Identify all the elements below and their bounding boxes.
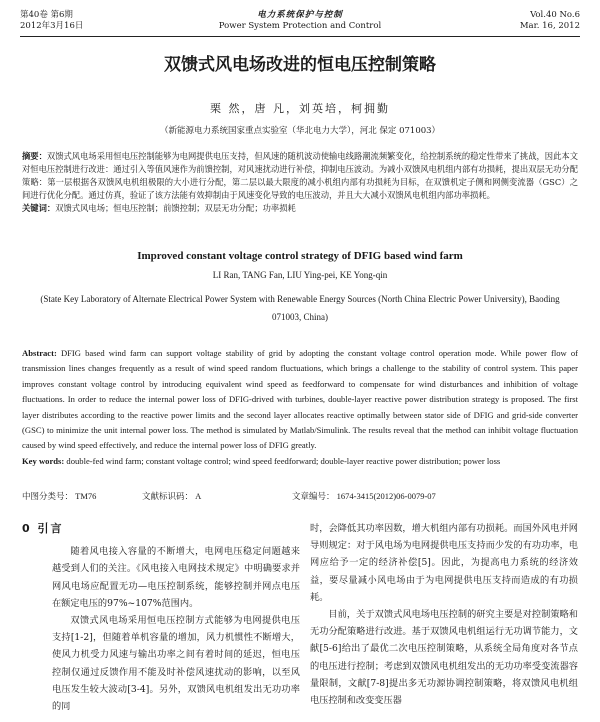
publish-date-en: Mar. 16, 2012 — [519, 21, 580, 31]
body-column-left — [22, 520, 300, 715]
cn-abstract-text: 双馈式风电场采用恒电压控制能够为电网提供电压支持，但风速的随机波动使输电线路潮流频繁变化，给控制系统的稳定性带来了挑战，因此本文对恒电压控制进行改进：通过引入等值风速作为前馈控制，对风速扰动进行补偿，抑制电压波动。为减小双馈风电机组内部有功损耗，提出双层无功分配策略：第一层根据各双馈风电机组极限的大小进行分配，第二层以最大限度的减小机组内部有功损耗为目标，在双馈机定子侧和网侧变流器（GSC）之间进行优化分配。通过仿真，验证了该方法能有效抑制由于风速变化导致的电压波动，并且大大减小双馈风电机组内部功率损耗。 — [22, 151, 578, 200]
cn-keywords: 双馈式风电场；恒电压控制；前馈控制；双层无功分配；功率损耗 — [55, 203, 296, 213]
body-column-right — [310, 520, 578, 709]
paper-title: 双馈式风电场改进的恒电压控制策略 — [164, 55, 436, 75]
header-rule — [20, 36, 580, 37]
volume-issue: 第40卷 第6期 — [20, 10, 73, 20]
intro-paragraph-1: 随着风电接入容量的不断增大，电网电压稳定问题越来越受到人们的关注。《风电接入电网技术规定》中明确要求并网风电场应配置无功—电压控制系统，能够控制并网点电压在额定电压的97%~107%范围内。 — [52, 546, 300, 609]
en-keywords-label: Key words: — [22, 455, 65, 466]
publish-date-cn: 2012年3月16日 — [20, 21, 84, 31]
affiliation: （新能源电力系统国家重点实验室（华北电力大学），河北 保定 071003） — [159, 126, 441, 136]
en-title: Improved constant voltage control strategy of DFIG based wind farm — [137, 250, 463, 262]
en-abstract-text: DFIG based wind farm can support voltage stability of grid by adopting the constant voltage control operation mode. While power flow of transmission lines changes frequently as a result of wind speed random fluctuations, which brings a challenge to the stability of control system. This paper improves constant voltage control by introducing equivalent wind speed as feedforward to compensate for wind disturbances and inhibition of voltage fluctuations. In order to reduce the internal power loss of DFIG-drived with turbines, double-layer reactive power distribution strategy is proposed. The first layer distributes according to the reactive power limits and the second layer allocates reactive optimally between stator side of DFIG and grid-side converter (GSC) to minimize the unit internal power loss. The method is simulated by Matlab/Simulink. The results reveal that the method can inhibit voltage fluctuation caused by wind speed effectively, and reduce the internal power loss of DFIG greatly. — [22, 348, 578, 451]
volume-en: Vol.40 No.6 — [530, 10, 580, 20]
en-keywords: double-fed wind farm; constant voltage control; wind speed feedforward; double-layer reactive power distribution; power loss — [66, 455, 501, 466]
author-list: 栗 然，唐 凡，刘英培，柯拥勤 — [210, 102, 390, 115]
en-authors: LI Ran, TANG Fan, LIU Ying-pei, KE Yong-qin — [212, 270, 388, 280]
en-abstract-label: Abstract: — [22, 348, 57, 358]
article-number: 文章编号： 1674-3415(2012)06-0079-07 — [292, 491, 436, 501]
document-code: 文献标识码： A — [142, 491, 202, 501]
intro-paragraph-2: 双馈式风电场采用恒电压控制方式能够为电网提供电压支持[1-2]，但随着单机容量的增加，风力机惯性不断增大，使风力机受力风速与输出功率之间有着时间的延迟，恒电压控制仅通过反馈作用不能及时补偿风速扰动的影响，以至风电压发生较大波动[3-4]。另外，双馈风电机组发出无功功率的同 — [52, 615, 300, 713]
intro-paragraph-4: 目前，关于双馈式风电场电压控制的研究主要是对控制策略和无功分配策略进行改进。基于双馈风电机组运行无功调节能力，文献[5-6]给出了最优二次电压控制策略，从系统全局角度对各节点的电压进行控制；考虑到双馈风电机组发出的无功功率受变流器容量限制，文献[7-8]提出多无功源协调控制策略，将双馈风电机组电压控制和改变变压器 — [310, 609, 578, 707]
running-header — [20, 10, 580, 36]
cn-abstract — [22, 150, 578, 215]
header-center — [20, 10, 580, 32]
en-affiliation: (State Key Laboratory of Alternate Electrical Power System with Renewable Energy Sources (North China Electric Power University), Baoding 071003, China) — [40, 294, 560, 322]
journal-name-cn: 电力系统保护与控制 — [257, 10, 343, 20]
cn-abstract-label: 摘要： — [22, 151, 47, 161]
cn-keywords-label: 关键词： — [22, 203, 56, 213]
en-abstract — [22, 346, 578, 469]
clc-number: 中图分类号： TM76 — [22, 491, 97, 501]
header-right — [520, 10, 580, 32]
intro-paragraph-3: 时，会降低其功率因数，增大机组内部有功损耗。而国外风电并网导则规定：对于风电场为电网提供电压支持而少发的有功功率，电网应给予一定的经济补偿[5]。因此，为提高电力系统的经济效益，要尽量减小风电场由于为电网提供电压支持而造成的有功损耗。 — [310, 523, 578, 603]
journal-name-en: Power System Protection and Control — [218, 21, 382, 31]
section-heading: 0 引言 — [22, 522, 64, 535]
